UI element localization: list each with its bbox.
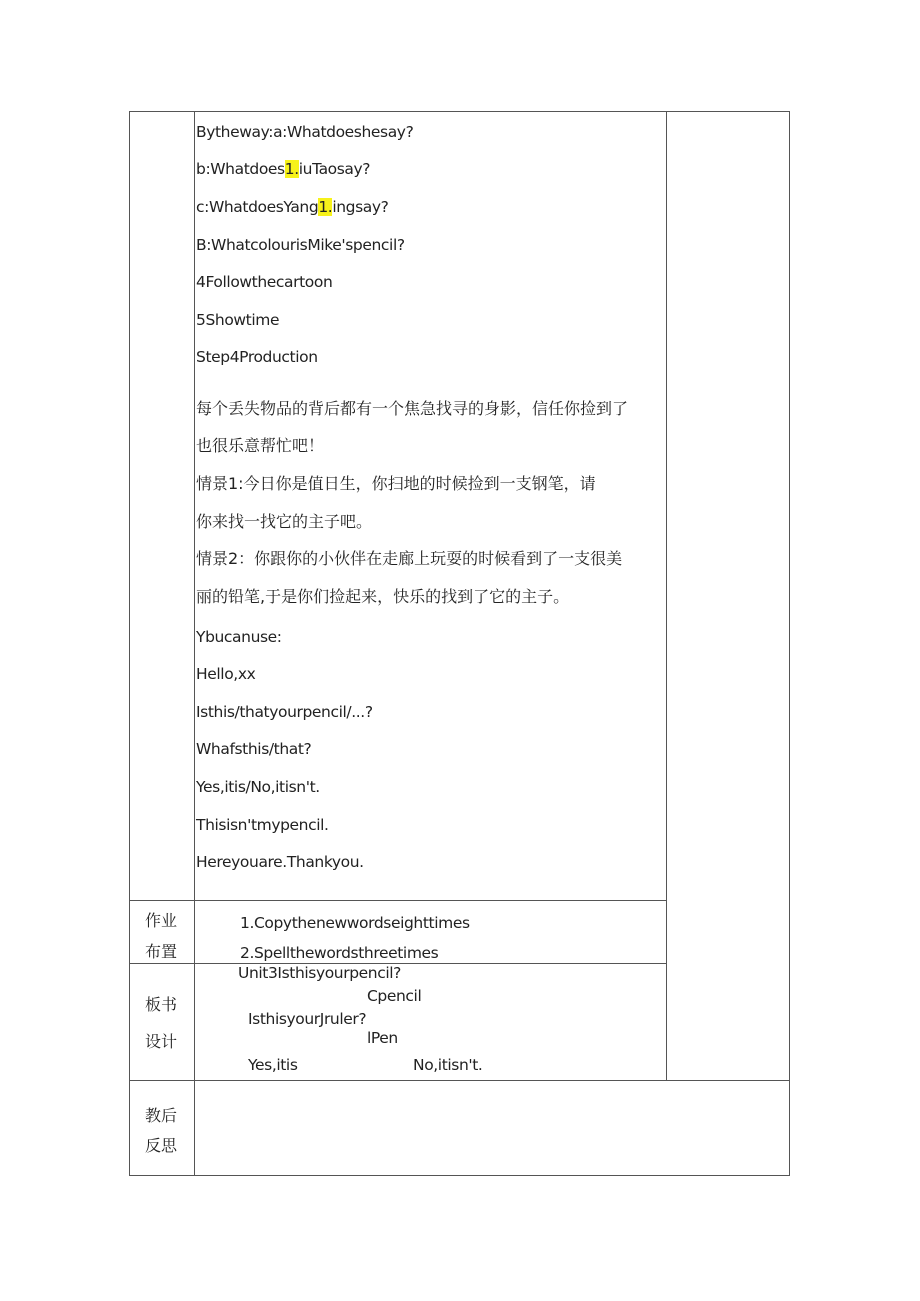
- scenario2-line2: 丽的铅笔,于是你们捡起来，快乐的找到了它的主子。: [196, 587, 570, 606]
- phrase-whats-this: Whafsthis/that?: [196, 740, 312, 758]
- homework-item-2: 2.Spellthewordsthreetimes: [240, 944, 439, 962]
- row-divider-reflection: [129, 1080, 790, 1081]
- production-intro-line1: 每个丢失物品的背后都有一个焦急找寻的身影，信任你捡到了: [196, 399, 629, 418]
- scenario1-line2: 你来找一找它的主子吧。: [196, 512, 373, 531]
- step-line-yang-ling: [196, 197, 388, 217]
- step-line-yang-ling-pre: c:WhatdoesYang: [196, 198, 319, 216]
- scenario1-line1: 情景1:今日你是值日生，你扫地的时候捡到一支钢笔，请: [196, 474, 596, 493]
- production-intro-line2: 也很乐意帮忙吧！: [196, 436, 325, 455]
- reflection-label-line1: 教后: [145, 1106, 178, 1125]
- blackboard-question: IsthisyourJruler?: [248, 1010, 367, 1028]
- step-line-liu-tao: [196, 159, 370, 179]
- highlight-mark: 1.: [318, 198, 333, 216]
- blackboard-option-pen: lPen: [367, 1029, 398, 1047]
- label-column-divider: [194, 111, 195, 1176]
- blackboard-option-pencil: Cpencil: [367, 987, 422, 1005]
- row-divider-homework: [129, 900, 667, 901]
- scenario2-line1: 情景2：你跟你的小伙伴在走廊上玩耍的时候看到了一支很美: [196, 549, 623, 568]
- step-line-mike-pencil: B:WhatcolourisMike'spencil?: [196, 236, 405, 254]
- step-line-liu-tao-post: iuTaosay?: [298, 160, 371, 178]
- table-border-right: [789, 111, 790, 1176]
- homework-label-line2: 布置: [145, 942, 178, 961]
- table-border-left: [129, 111, 130, 1176]
- table-border-bottom: [129, 1175, 790, 1176]
- blackboard-label-line1: 板书: [145, 995, 178, 1014]
- table-border-top: [129, 111, 790, 112]
- phrase-not-my-pencil: Thisisn'tmypencil.: [196, 816, 329, 834]
- step-line-by-the-way: Bytheway:a:Whatdoeshesay?: [196, 123, 414, 141]
- blackboard-answer-no: No,itisn't.: [413, 1056, 483, 1074]
- reflection-label-line2: 反思: [145, 1136, 178, 1155]
- highlight-mark: 1.: [284, 160, 299, 178]
- step-line-yang-ling-post: ingsay?: [332, 198, 389, 216]
- blackboard-title: Unit3Isthisyourpencil?: [238, 964, 401, 982]
- notes-column-divider: [666, 111, 667, 1081]
- phrase-is-this-your-pencil: Isthis/thatyourpencil/...?: [196, 703, 373, 721]
- useful-phrases-heading: Ybucanuse:: [196, 628, 282, 646]
- step-line-follow-cartoon: 4Followthecartoon: [196, 273, 333, 291]
- phrase-here-you-are: Hereyouare.Thankyou.: [196, 853, 364, 871]
- blackboard-label-line2: 设计: [145, 1032, 178, 1051]
- step-line-liu-tao-pre: b:Whatdoes: [196, 160, 285, 178]
- homework-item-1: 1.Copythenewwordseighttimes: [240, 914, 470, 932]
- step-line-production: Step4Production: [196, 348, 318, 366]
- phrase-hello: Hello,xx: [196, 665, 256, 683]
- homework-label-line1: 作业: [145, 911, 178, 930]
- step-line-show-time: 5Showtime: [196, 311, 280, 329]
- blackboard-answer-yes: Yes,itis: [248, 1056, 298, 1074]
- phrase-yes-no: Yes,itis∕No,itisn't.: [196, 778, 320, 796]
